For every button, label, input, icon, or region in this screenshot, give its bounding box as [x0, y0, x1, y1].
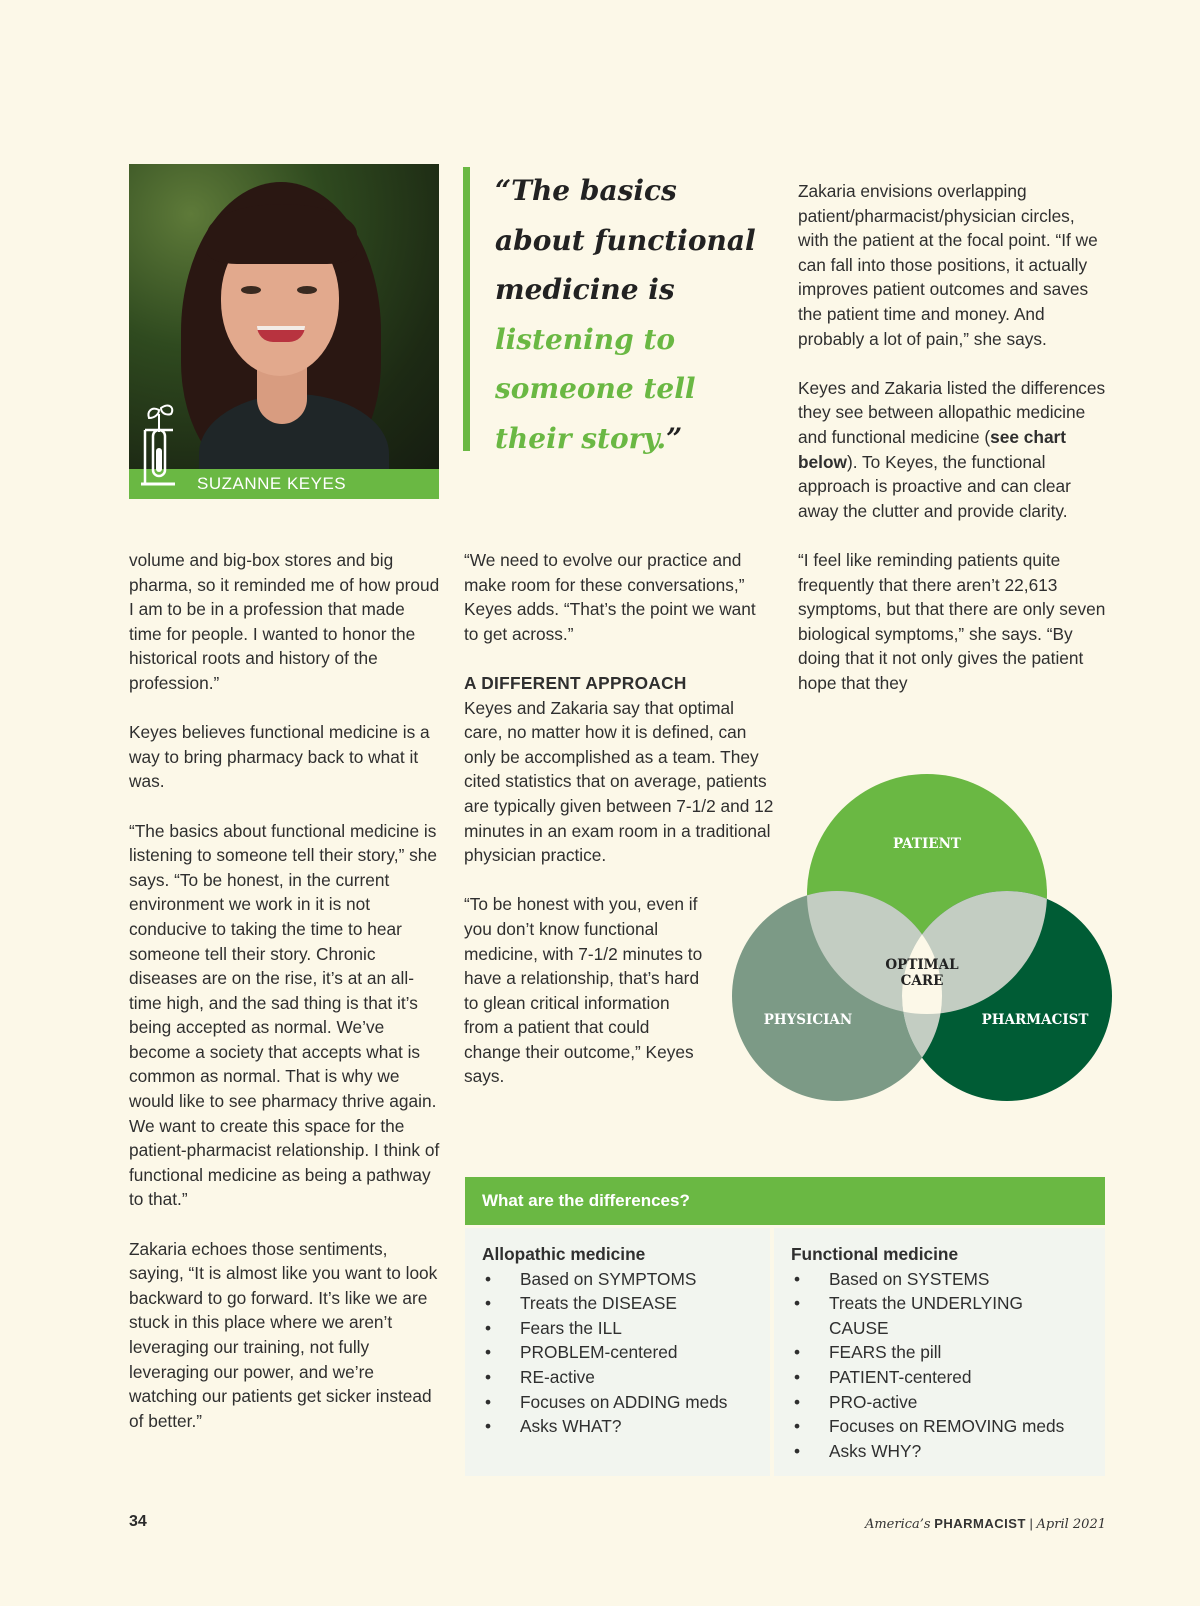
pull-quote-line: “The basics [495, 174, 677, 207]
allopathic-title: Allopathic medicine [482, 1244, 646, 1264]
paragraph: Keyes believes functional medicine is a way to bring pharmacy back to what it was. [129, 722, 430, 792]
paragraph: “The basics about functional medicine is listening to someone tell their story,” she says. “To be honest, in the current environment we work in it is not conducive to taking the time to hear someone tell their story. Chronic diseases are on the rise, it’s at an all-time high, and the sad thing is that it’s being accepted as normal. We’ve become a society that accepts what is common as normal. That is why we would like to see pharmacy thrive again. We want to create this space for the patient-pharmacist relationship. I think of functional medicine as being a pathway to that.” [129, 820, 440, 1210]
functional-column [774, 1228, 1105, 1476]
test-tube-plant-icon [141, 404, 177, 488]
section-heading: A DIFFERENT APPROACH [464, 672, 687, 693]
pull-quote-line: medicine is [495, 273, 675, 306]
pull-quote-close-mark: ” [666, 421, 683, 455]
list-item: • Based on SYMPTOMS [482, 1267, 770, 1292]
table-title: What are the differences? [482, 1191, 690, 1210]
list-item: • Treats the UNDERLYING CAUSE [791, 1291, 1039, 1340]
footer-separator: | [1029, 1516, 1033, 1531]
list-item: • Focuses on REMOVING meds [791, 1414, 1129, 1439]
label-patient: PATIENT [893, 836, 961, 852]
venn-diagram [732, 774, 1112, 1119]
differences-table [465, 1177, 1105, 1476]
chart-reference: see chart below [798, 426, 1067, 472]
list-item: • Asks WHY? [791, 1439, 1051, 1464]
label-optimal: OPTIMAL [885, 957, 959, 973]
paragraph [798, 376, 1106, 524]
page-number: 34 [129, 1513, 147, 1530]
paragraph: “To be honest with you, even if you don’t know functional medicine, with 7-1/2 minutes to have a relationship, that’s hard to glean critical information from a patient that could change their outcome,” Keyes says. [464, 894, 703, 1087]
list-item: • Focuses on ADDING meds [482, 1390, 770, 1415]
functional-list [791, 1267, 1065, 1464]
table-header [465, 1177, 1105, 1225]
paragraph: Zakaria envisions overlapping patient/pharmacist/physician circles, with the patient at the focal point. “If we can fall into those positions, it actually improves patient outcomes and saves the patient time and money. And probably a lot of pain,” she says. [798, 181, 1098, 349]
author-photo [129, 164, 439, 499]
photo-caption: SUZANNE KEYES [197, 474, 347, 493]
paragraph: “I feel like reminding patients quite frequently that there aren’t 22,613 symptoms, but that there are only seven biological symptoms,” she says. “By doing that it not only gives the patient hope that they [798, 549, 1106, 693]
paragraph: volume and big-box stores and big pharma, so it reminded me of how proud I am to be in a profession that made time for people. I wanted to honor the historical roots and history of the profession.” [129, 550, 440, 693]
label-pharmacist: PHARMACIST [981, 1012, 1089, 1028]
list-item: • PRO-active [791, 1390, 1051, 1415]
list-item: • FEARS the pill [791, 1340, 1051, 1365]
list-item: • Asks WHAT? [482, 1414, 770, 1439]
issue-date: April 2021 [1036, 1517, 1106, 1532]
article-column-2 [464, 548, 774, 1089]
photo-eye-left [241, 286, 261, 294]
article-column-1 [129, 548, 441, 1433]
list-item: • RE-active [482, 1365, 770, 1390]
label-care: CARE [900, 973, 944, 989]
allopathic-column [465, 1228, 770, 1476]
label-physician: PHYSICIAN [763, 1012, 853, 1028]
publication-footer [865, 1516, 1106, 1532]
paragraph: Keyes and Zakaria say that optimal care, no matter how it is defined, can only be accomplished as a team. They cited statistics that on average, patients are typically given between 7-1/2 and 12 minutes in an exam room in a traditional physician practice. [464, 697, 774, 866]
pull-quote [495, 166, 765, 463]
list-item: • Based on SYSTEMS [791, 1267, 1051, 1292]
photo-bangs [207, 204, 357, 264]
pub-name-bold: PHARMACIST [934, 1516, 1026, 1531]
pub-name-italic: America’s [864, 1517, 931, 1532]
paragraph-text: ). To Keyes, the functional approach is proactive and can clear away the clutter and provide clarity. [798, 451, 1071, 521]
list-item: • PATIENT-centered [791, 1365, 1051, 1390]
paragraph: “We need to evolve our practice and make room for these conversations,” Keyes adds. “That’s the point we want to get across.” [464, 550, 756, 644]
paragraph-text: Keyes and Zakaria listed the differences they see between allopathic medicine and functional medicine ( [798, 377, 1106, 447]
list-item: • PROBLEM-centered [482, 1340, 770, 1365]
pull-quote-line: someone tell [495, 372, 696, 405]
article-column-3 [798, 179, 1106, 695]
functional-title: Functional medicine [791, 1244, 959, 1264]
pull-quote-line: their story. [495, 421, 667, 455]
list-item: • Treats the DISEASE [482, 1291, 770, 1316]
paragraph: Zakaria echoes those sentiments, saying, “It is almost like you want to look backward to go forward. It’s like we are stuck in this place where we aren’t leveraging our training, not fully leveraging our power, and we’re watching our patients get sicker instead of better.” [129, 1238, 438, 1431]
photo-eye-right [297, 286, 317, 294]
quote-accent-bar [463, 167, 470, 451]
allopathic-list [482, 1267, 770, 1439]
pull-quote-line: about functional [495, 223, 756, 257]
pull-quote-line: listening to [495, 322, 676, 356]
list-item: • Fears the ILL [482, 1316, 770, 1341]
